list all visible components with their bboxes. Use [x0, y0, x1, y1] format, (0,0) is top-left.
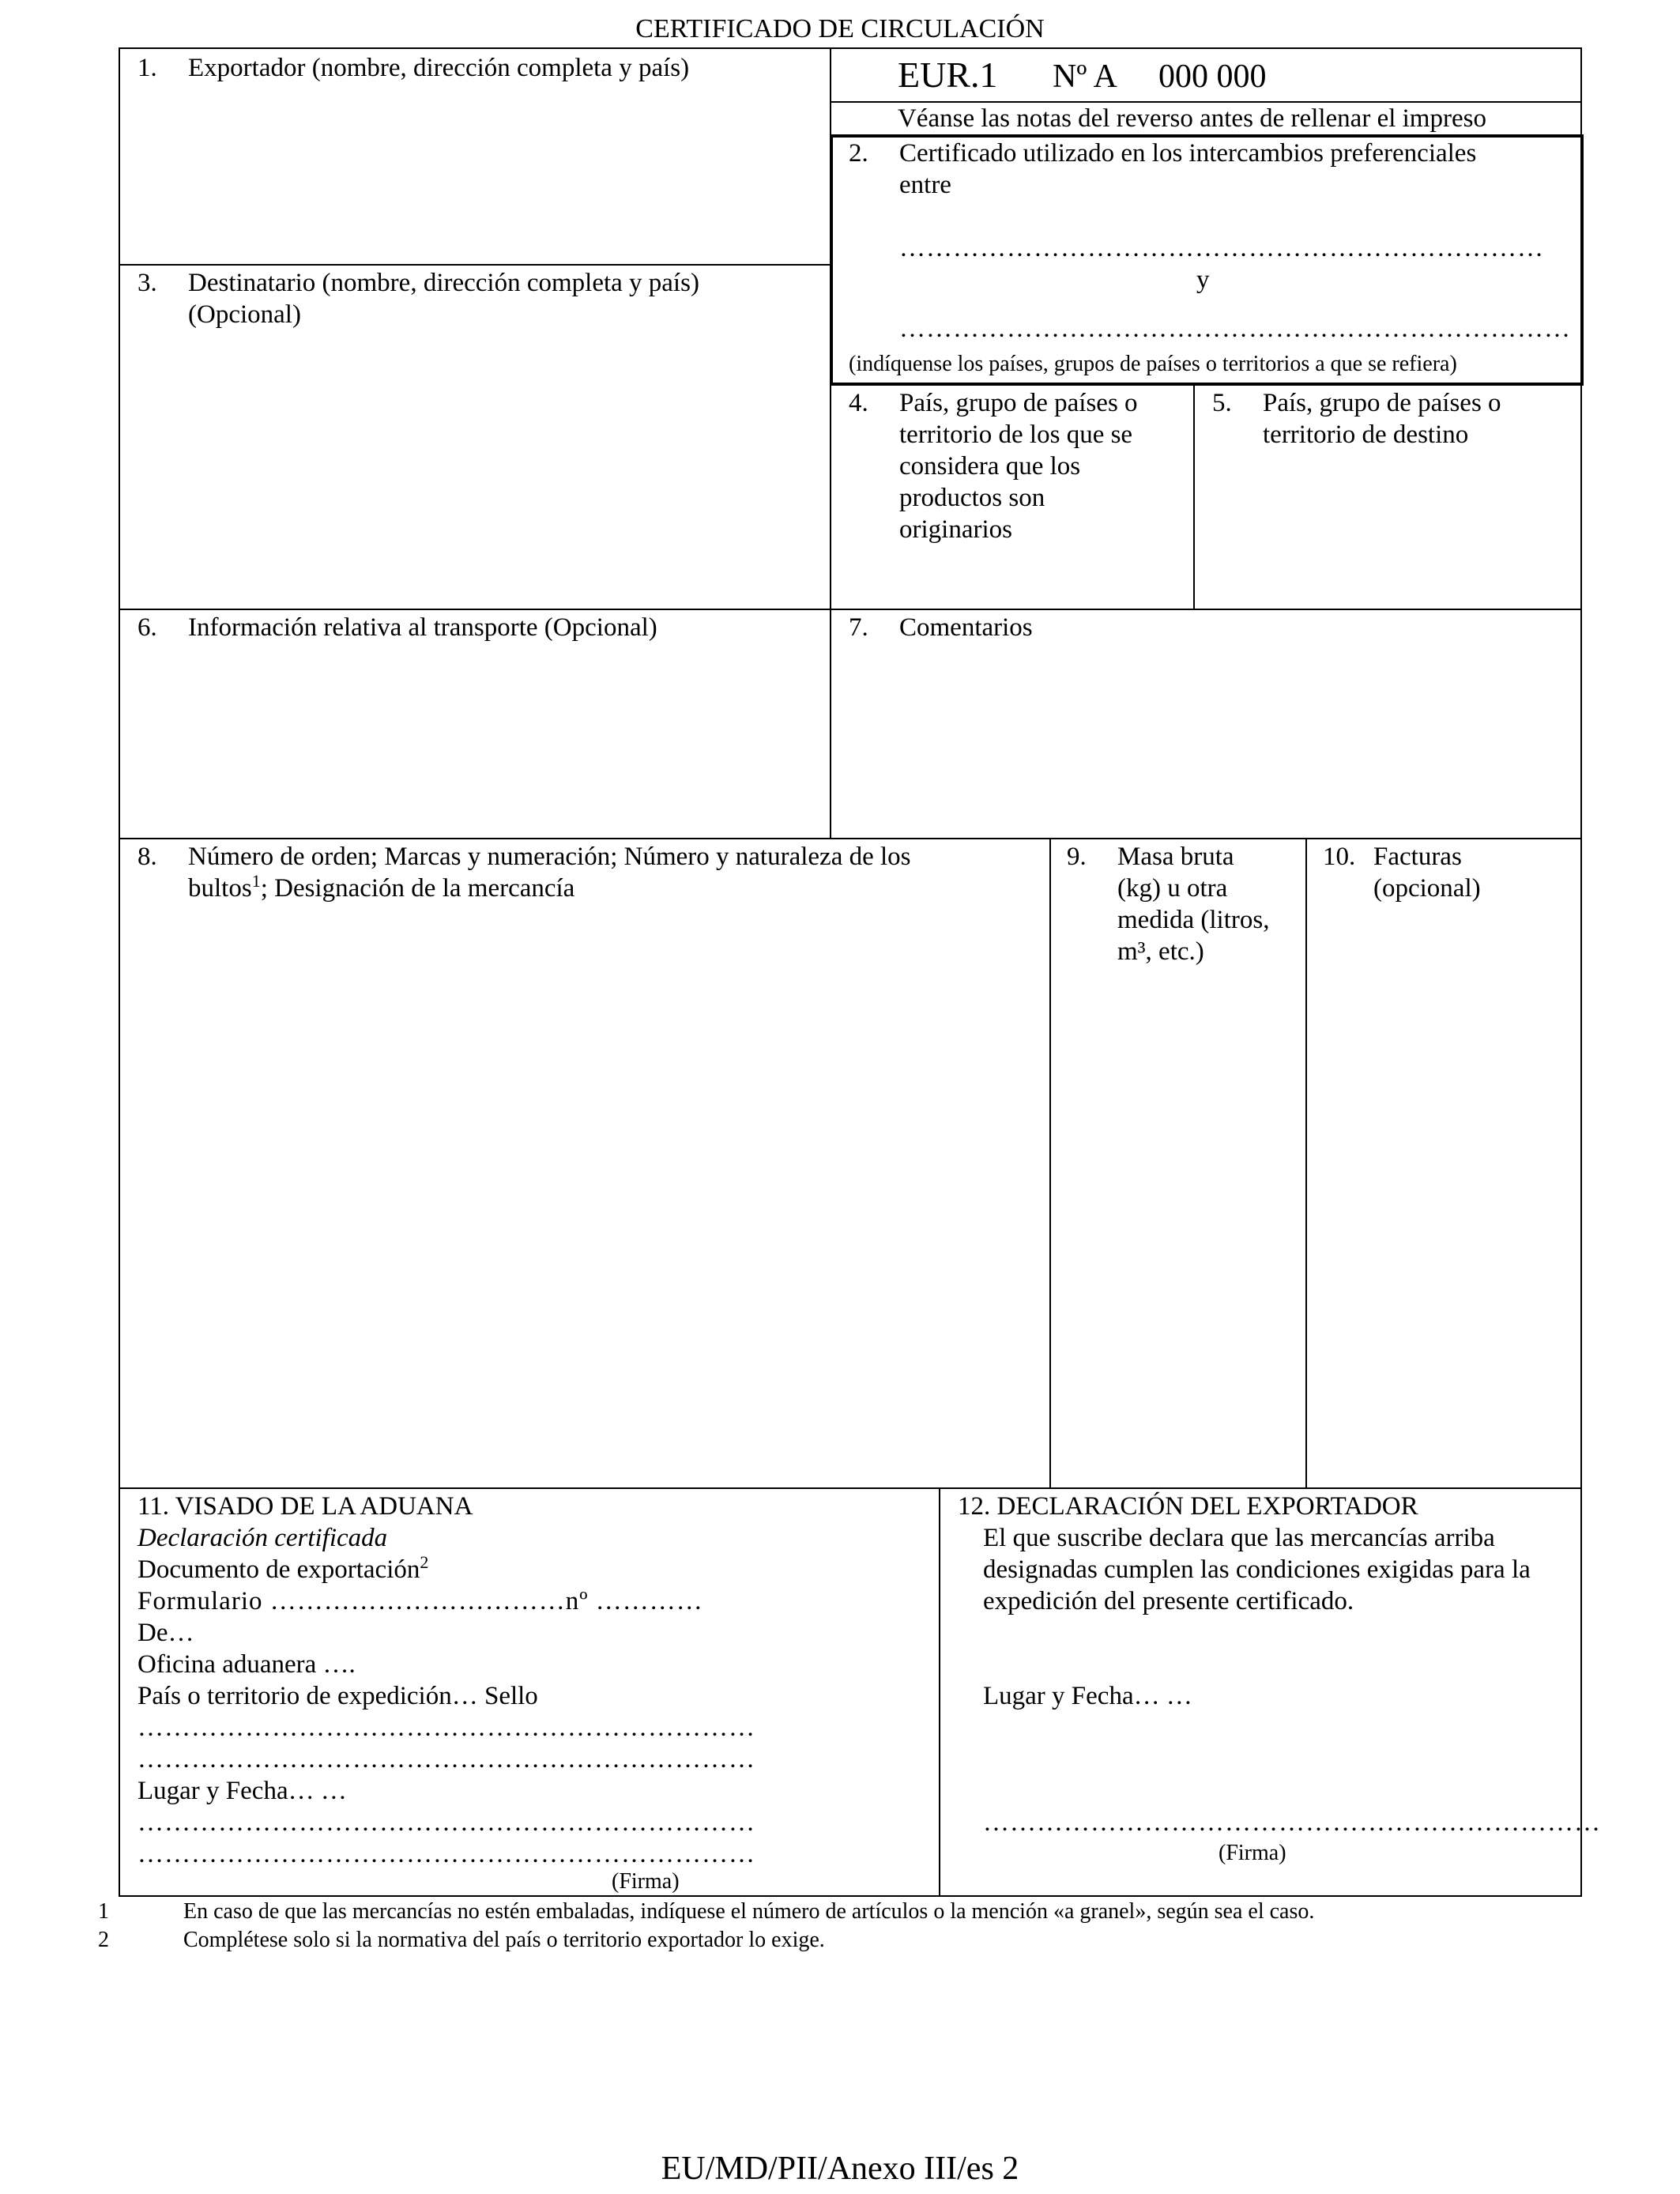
box8-line2-b: ; Designación de la mercancía — [260, 874, 575, 903]
footnote-text: Complétese solo si la normativa del país o territorio exportador lo exige. — [183, 1928, 825, 1952]
box9-line: (kg) u otra — [1117, 874, 1228, 903]
box11-lugar: Lugar y Fecha… … — [137, 1777, 347, 1805]
box11-dots: …………………………………………………………… — [137, 1713, 755, 1742]
box4-line: considera que los — [899, 452, 1081, 481]
box4-line: productos son — [899, 484, 1045, 512]
eur1-number-prefix: Nº A — [1053, 58, 1117, 95]
box5-line: País, grupo de países o — [1263, 389, 1501, 417]
box7-label: Comentarios — [899, 613, 1033, 642]
divider — [939, 1487, 940, 1897]
box10-line: Facturas — [1373, 843, 1462, 871]
box2-dots-1: ……………………………………………………………… — [899, 234, 1544, 262]
box11-pais: País o territorio de expedición… Sello — [137, 1682, 538, 1710]
box3-line1: Destinatario (nombre, dirección completa y país) — [188, 269, 699, 297]
box11-formulario: Formulario ……………………………nº ………… — [137, 1587, 703, 1615]
box2-number: 2. — [849, 139, 868, 168]
box12 — [958, 1491, 1601, 1894]
footnote-mark: 2 — [98, 1928, 109, 1952]
box10-line: (opcional) — [1373, 874, 1481, 903]
box11-firma: (Firma) — [612, 1869, 680, 1894]
box12-line: designadas cumplen las condiciones exigidas para la — [983, 1555, 1531, 1584]
eur1-label: EUR.1 — [898, 55, 998, 95]
box3-number: 3. — [137, 269, 157, 297]
footnote-mark: 1 — [98, 1899, 109, 1924]
box12-heading: 12. DECLARACIÓN DEL EXPORTADOR — [958, 1492, 1418, 1521]
box9-line: medida (litros, — [1117, 906, 1270, 934]
box8-number: 8. — [137, 843, 157, 871]
box11-dots: …………………………………………………………… — [137, 1808, 755, 1837]
box11-declaration: Declaración certificada — [137, 1524, 388, 1552]
eur1-serial: 000 000 — [1158, 58, 1267, 95]
box11-de: De… — [137, 1619, 194, 1647]
box4-line: País, grupo de países o — [899, 389, 1138, 417]
box1-number: 1. — [137, 54, 157, 82]
footnote-ref-1: 1 — [251, 871, 261, 891]
box12-lugar: Lugar y Fecha… … — [983, 1682, 1192, 1710]
box8-line1: Número de orden; Marcas y numeración; Número y naturaleza de los — [188, 843, 911, 871]
box11-dots: …………………………………………………………… — [137, 1745, 755, 1774]
box6-label: Información relativa al transporte (Opcional) — [188, 613, 657, 642]
box5-number: 5. — [1212, 389, 1232, 417]
divider — [1193, 384, 1195, 610]
box12-line: expedición del presente certificado. — [983, 1587, 1354, 1615]
box9-number: 9. — [1067, 843, 1087, 871]
box8-line2-a: bultos — [188, 874, 252, 903]
eur1-form — [119, 47, 1601, 1897]
divider — [1049, 838, 1051, 1489]
box2 — [849, 138, 1571, 383]
box2-line1: Certificado utilizado en los intercambios preferenciales — [899, 139, 1477, 168]
divider — [120, 264, 830, 266]
footnote-ref-2: 2 — [420, 1552, 429, 1572]
certificate-title: CERTIFICADO DE CIRCULACIÓN — [635, 14, 1045, 43]
box10-number: 10. — [1323, 843, 1356, 871]
box11 — [137, 1491, 928, 1894]
box4-line: originarios — [899, 515, 1012, 544]
box2-dots-2: ………………………………………………………………… — [899, 315, 1571, 343]
box9-line: Masa bruta — [1117, 843, 1234, 871]
box2-line2: entre — [899, 171, 951, 199]
box2-and: y — [1196, 266, 1210, 294]
box12-firma: (Firma) — [1219, 1841, 1286, 1865]
box1-label: Exportador (nombre, dirección completa y país) — [188, 54, 690, 82]
eur1-header — [898, 54, 1577, 101]
divider — [120, 838, 1582, 839]
footnote-text: En caso de que las mercancías no estén embaladas, indíquese el número de artículos o la mención «a granel», según sea el caso. — [183, 1899, 1315, 1924]
box4-number: 4. — [849, 389, 868, 417]
box12-line: El que suscribe declara que las mercancías arriba — [983, 1524, 1495, 1552]
box2-note: (indíquense los países, grupos de países o territorios a que se refiera) — [849, 352, 1457, 376]
box11-heading: 11. VISADO DE LA ADUANA — [137, 1492, 473, 1521]
box3-line2: (Opcional) — [188, 300, 301, 329]
box11-oficina: Oficina aduanera …. — [137, 1650, 356, 1679]
reverse-note: Véanse las notas del reverso antes de rellenar el impreso — [898, 104, 1486, 133]
divider — [120, 609, 1582, 610]
box6-number: 6. — [137, 613, 157, 642]
box5-line: territorio de destino — [1263, 420, 1469, 449]
box9-line: m³, etc.) — [1117, 937, 1204, 966]
page-footer: EU/MD/PII/Anexo III/es 2 — [661, 2151, 1019, 2187]
box11-dots: …………………………………………………………… — [137, 1840, 755, 1868]
box4-line: territorio de los que se — [899, 420, 1133, 449]
box7-number: 7. — [849, 613, 868, 642]
divider — [1305, 838, 1307, 1489]
box11-export-doc: Documento de exportación — [137, 1555, 420, 1584]
box12-dots: …………………………………………………………… — [983, 1808, 1601, 1837]
divider — [120, 1487, 1582, 1489]
